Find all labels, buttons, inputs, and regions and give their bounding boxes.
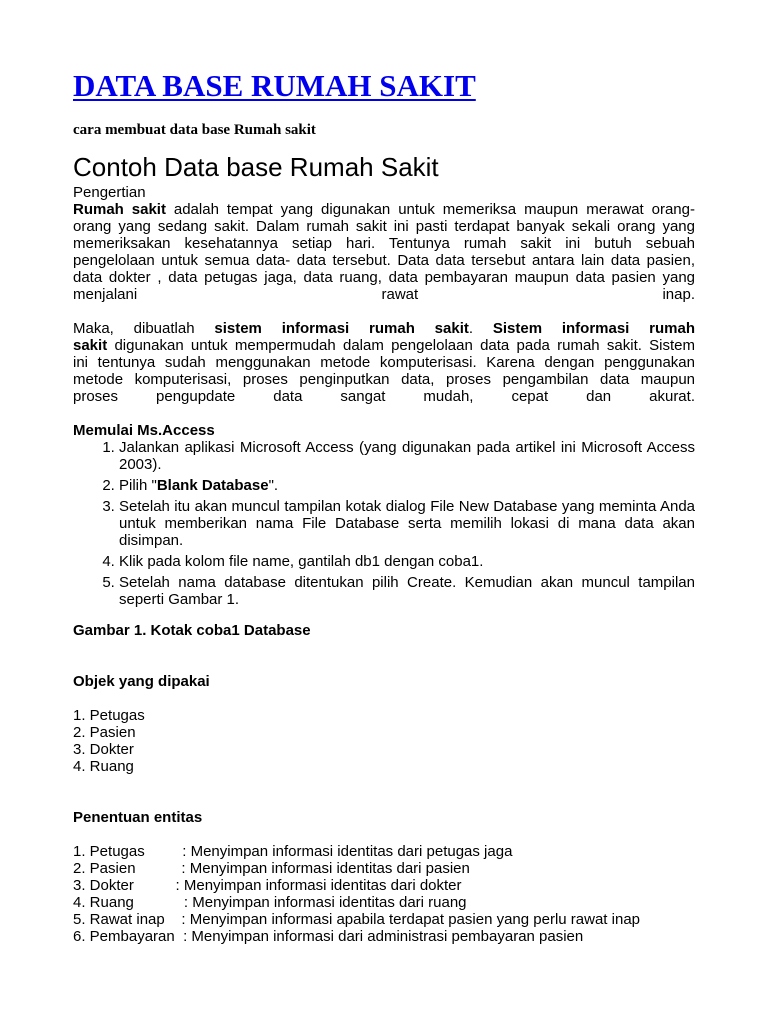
- pengertian-label: Pengertian: [73, 184, 146, 201]
- entity-name: 4. Ruang: [73, 894, 184, 911]
- paragraph-line: [73, 320, 695, 337]
- list-item: [73, 894, 695, 911]
- entity-desc: : Menyimpan informasi identitas dari dokter: [175, 877, 462, 894]
- entity-name: 5. Rawat inap: [73, 911, 182, 928]
- entity-desc: : Menyimpan informasi identitas dari pasien: [181, 860, 470, 877]
- list-item: [119, 477, 695, 494]
- figure-caption: Gambar 1. Kotak coba1 Database: [73, 622, 311, 639]
- entity-name: 6. Pembayaran: [73, 928, 184, 945]
- paragraph-line: memeriksakan kesehatannya setiap hari. Tentunya rumah sakit ini butuh sebuah: [73, 235, 695, 252]
- paragraph-text: digunakan untuk mempermudah dalam pengelolaan data pada rumah sakit. Sistem: [107, 337, 695, 354]
- paragraph-text: .: [468, 320, 493, 337]
- section-title: Contoh Data base Rumah Sakit: [73, 152, 439, 182]
- paragraph-line: [73, 201, 695, 218]
- list-item: [73, 928, 695, 945]
- list-item: [119, 553, 695, 570]
- list-item: 3. Dokter: [73, 741, 134, 758]
- step-text: Setelah nama database ditentukan pilih Create. Kemudian akan muncul tampilan seperti Gambar 1.: [119, 574, 695, 608]
- list-item: [119, 439, 695, 473]
- list-item: 1. Petugas: [73, 707, 145, 724]
- paragraph-line: ini tentunya sudah menggunakan metode komputerisasi. Karena dengan penggunakan: [73, 354, 695, 371]
- step-text: Klik pada kolom file name, gantilah db1 dengan coba1.: [119, 553, 484, 570]
- paragraph-text: Maka, dibuatlah: [73, 320, 215, 337]
- term-sistem-informasi: sistem informasi rumah sakit: [214, 320, 469, 337]
- access-steps-list: [73, 439, 695, 608]
- paragraph-line: metode komputerisasi, proses penginputkan data, proses pengambilan data maupun: [73, 371, 695, 388]
- paragraph-line: proses pengupdate data sangat mudah, cepat dan akurat.: [73, 388, 695, 405]
- list-item: [73, 911, 695, 928]
- step-text: Pilih ": [119, 477, 157, 494]
- step-text: ".: [268, 477, 279, 494]
- entity-heading: Penentuan entitas: [73, 809, 203, 826]
- term-rumah-sakit: Rumah sakit: [73, 201, 166, 218]
- list-item: [73, 843, 695, 860]
- document-subtitle: cara membuat data base Rumah sakit: [73, 122, 316, 138]
- document-page: [73, 66, 695, 945]
- list-item: 4. Ruang: [73, 758, 134, 775]
- objects-heading: Objek yang dipakai: [73, 673, 210, 690]
- entity-desc: : Menyimpan informasi identitas dari petugas jaga: [182, 843, 513, 860]
- objects-list: [73, 707, 695, 775]
- entity-list: [73, 843, 695, 945]
- paragraph-line: menjalani rawat inap.: [73, 286, 695, 303]
- step-text: Jalankan aplikasi Microsoft Access (yang digunakan pada artikel ini Microsoft Access 2003).: [119, 439, 695, 473]
- access-section: [73, 422, 695, 608]
- paragraph-text: adalah tempat yang digunakan untuk memeriksa maupun merawat orang-: [165, 201, 695, 218]
- entity-name: 2. Pasien: [73, 860, 182, 877]
- list-item: 2. Pasien: [73, 724, 136, 741]
- document-title-link[interactable]: DATA BASE RUMAH SAKIT: [73, 68, 476, 103]
- step-text: Setelah itu akan muncul tampilan kotak dialog File New Database yang meminta Anda untuk memberikan nama File Database serta memilih lokasi di mana data akan disimpan.: [119, 498, 695, 549]
- paragraph-definition: [73, 201, 695, 303]
- access-heading: Memulai Ms.Access: [73, 422, 215, 439]
- list-item: [73, 860, 695, 877]
- entity-name: 3. Dokter: [73, 877, 176, 894]
- list-item: [73, 877, 695, 894]
- entity-desc: : Menyimpan informasi identitas dari ruang: [183, 894, 467, 911]
- paragraph-line: data dokter , data petugas jaga, data ruang, data pembayaran maupun data pasien yang: [73, 269, 695, 286]
- paragraph-system: [73, 320, 695, 405]
- paragraph-line: orang yang sedang sakit. Dalam rumah sakit ini pasti terdapat banyak sekali orang yang: [73, 218, 695, 235]
- entity-name: 1. Petugas: [73, 843, 183, 860]
- list-item: [119, 574, 695, 608]
- paragraph-line: [73, 337, 695, 354]
- entity-desc: : Menyimpan informasi apabila terdapat pasien yang perlu rawat inap: [181, 911, 641, 928]
- term-sistem-informasi-2: Sistem informasi rumah: [492, 320, 696, 337]
- term-sakit: sakit: [73, 337, 108, 354]
- step-bold-text: Blank Database: [156, 477, 269, 494]
- entity-desc: : Menyimpan informasi dari administrasi pembayaran pasien: [183, 928, 584, 945]
- paragraph-line: pengelolaan untuk semua data- data tersebut. Data data tersebut antara lain data pasien,: [73, 252, 695, 269]
- list-item: [119, 498, 695, 549]
